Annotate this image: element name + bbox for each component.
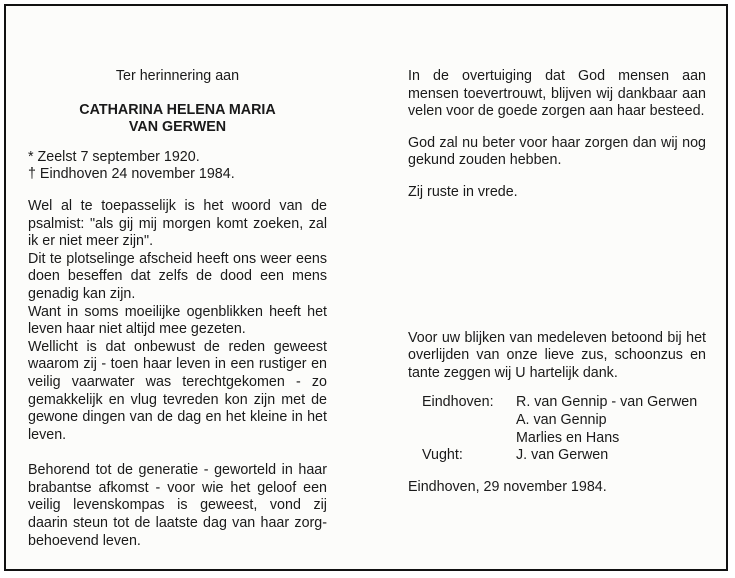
right-paragraph-2: God zal nu beter voor haar zorgen dan wij nog gekund zouden hebben.	[408, 134, 706, 169]
signatures	[408, 394, 706, 464]
deceased-name-line1: CATHARINA HELENA MARIA	[79, 101, 276, 118]
paragraph-4: Wellicht is dat onbewust de reden geweest waarom zij - toen haar leven in een rustiger en veilig vaarwater was terechtgekomen - zo gemakkelijk en vlug tevreden kon zijn met de gewone dingen van de dag en het kleine in het leven.	[28, 338, 327, 443]
thanks-paragraph: Voor uw blijken van medeleven betoond bij het overlijden van onze lieve zus, schoonzus en tante zeggen wij U hartelijk dank.	[408, 329, 706, 381]
left-column	[28, 68, 327, 550]
signature-name: R. van Gennip - van Gerwen	[516, 394, 698, 411]
rest-in-peace: Zij ruste in vrede.	[408, 183, 518, 200]
paragraph-1: Wel al te toepasselijk is het woord van de psalmist: "als gij mij morgen komt zoeken, zal ik er niet meer zijn".	[28, 197, 327, 250]
right-paragraph-1: In de overtuiging dat God mensen aan mensen toevertrouwt, blijven wij dankbaar aan velen voor de goede zorgen aan haar besteed.	[408, 68, 706, 120]
dates-block	[28, 149, 327, 184]
memorial-card	[4, 4, 728, 571]
death-line: † Eindhoven 24 november 1984.	[28, 166, 235, 183]
paragraph-3: Want in soms moeilijke ogenblikken heeft het leven haar niet altijd mee gezeten.	[28, 303, 327, 338]
signature-city	[408, 430, 516, 448]
paragraph-2: Dit te plotselinge afscheid heeft ons weer eens doen beseffen dat zelfs de dood een mens genadig kan zijn.	[28, 250, 327, 302]
signature-name: J. van Gerwen	[516, 447, 609, 464]
closing-date: Eindhoven, 29 november 1984.	[408, 478, 607, 495]
intro-text: Ter herinnering aan	[115, 68, 240, 84]
signature-city	[408, 412, 516, 430]
text-block-1	[28, 198, 327, 444]
birth-line: * Zeelst 7 september 1920.	[28, 148, 200, 165]
paragraph-5: Behorend tot de generatie - geworteld in haar brabantse afkomst - voor wie het geloof een veilig levenskompas is geweest, vond zij daarin steun tot de laatste dag van haar zorg-behoevend leven.	[28, 462, 327, 549]
signature-city: Vught:	[422, 447, 463, 464]
signature-name: Marlies en Hans	[516, 429, 620, 446]
right-column	[408, 68, 706, 496]
signature-name: A. van Gennip	[516, 411, 607, 428]
deceased-name-line2: VAN GERWEN	[128, 119, 227, 136]
signature-city: Eindhoven:	[422, 394, 494, 411]
